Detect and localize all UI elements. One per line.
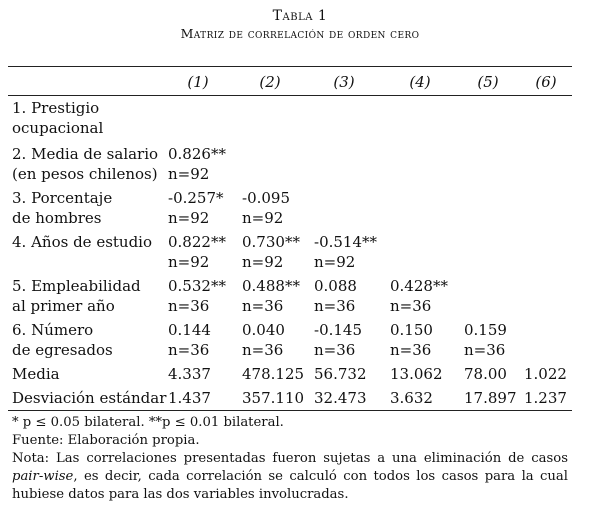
significance-note: * p ≤ 0.05 bilateral. **p ≤ 0.01 bilateral. [12,415,284,430]
method-note-prefix: Nota: Las correlaciones presentadas fueron sujetas a una eliminación de casos [12,451,568,466]
sample-size: n=36 [464,341,506,359]
correlation-value: 0.822** [168,233,226,251]
sd-value: 32.473 [314,389,367,407]
bottom-rule [8,410,572,411]
mean-value: 56.732 [314,365,367,383]
sd-value: 3.632 [390,389,433,407]
sample-size: n=36 [390,341,432,359]
correlation-value: 0.428** [390,277,448,295]
method-note [12,450,568,504]
method-note-suffix: , es decir, cada correlación se calculó con todos los casos para la cual hubiese datos para las dos variables involucradas. [12,469,568,502]
sample-size: n=92 [242,209,284,227]
sample-size: n=36 [314,297,356,315]
header-rule [8,95,572,96]
sd-value: 1.437 [168,389,211,407]
correlation-value: 0.088 [314,277,357,295]
correlation-value: 0.532** [168,277,226,295]
correlation-value: -0.145 [314,321,363,339]
sd-value: 1.237 [524,389,567,407]
column-header-4: (4) [409,73,431,91]
row-label: 6. Número [12,321,94,339]
correlation-value: -0.095 [242,189,291,207]
mean-value: 13.062 [390,365,443,383]
correlation-value: 0.150 [390,321,433,339]
correlation-value: 0.040 [242,321,285,339]
mean-value: 478.125 [242,365,305,383]
correlation-value: 0.730** [242,233,300,251]
sample-size: n=92 [168,253,210,271]
stat-label-sd: Desviación estándar [12,389,167,407]
sample-size: n=92 [314,253,356,271]
sample-size: n=92 [242,253,284,271]
table-notes [12,414,568,504]
column-header-6: (6) [535,73,557,91]
row-label: (en pesos chilenos) [12,165,158,183]
row-label: 3. Porcentaje [12,189,113,207]
sample-size: n=36 [242,297,284,315]
correlation-value: -0.514** [314,233,378,251]
column-header-5: (5) [477,73,499,91]
source-note: Fuente: Elaboración propia. [12,433,200,448]
sample-size: n=36 [390,297,432,315]
stat-label-mean: Media [12,365,60,383]
sample-size: n=92 [168,209,210,227]
correlation-value: 0.826** [168,145,226,163]
correlation-value: 0.159 [464,321,507,339]
correlation-value: 0.488** [242,277,300,295]
column-header-2: (2) [259,73,281,91]
column-header-3: (3) [333,73,355,91]
sd-value: 357.110 [242,389,305,407]
sample-size: n=36 [168,297,210,315]
table-subtitle: Matriz de correlación de orden cero [180,26,420,41]
top-rule [8,66,572,67]
row-label: ocupacional [12,119,104,137]
mean-value: 1.022 [524,365,567,383]
row-label: de egresados [12,341,113,359]
mean-value: 4.337 [168,365,211,383]
row-label: 4. Años de estudio [12,233,153,251]
column-header-1: (1) [187,73,209,91]
sample-size: n=92 [168,165,210,183]
row-label: 1. Prestigio [12,99,100,117]
row-label: 5. Empleabilidad [12,277,141,295]
table-title: Tabla 1 [272,8,328,24]
correlation-value: 0.144 [168,321,211,339]
sample-size: n=36 [168,341,210,359]
mean-value: 78.00 [464,365,507,383]
correlation-value: -0.257* [168,189,224,207]
row-label: al primer año [12,297,115,315]
sample-size: n=36 [242,341,284,359]
row-label: de hombres [12,209,102,227]
sd-value: 17.897 [464,389,517,407]
method-note-italic: pair-wise [12,469,74,484]
sample-size: n=36 [314,341,356,359]
row-label: 2. Media de salario [12,145,159,163]
